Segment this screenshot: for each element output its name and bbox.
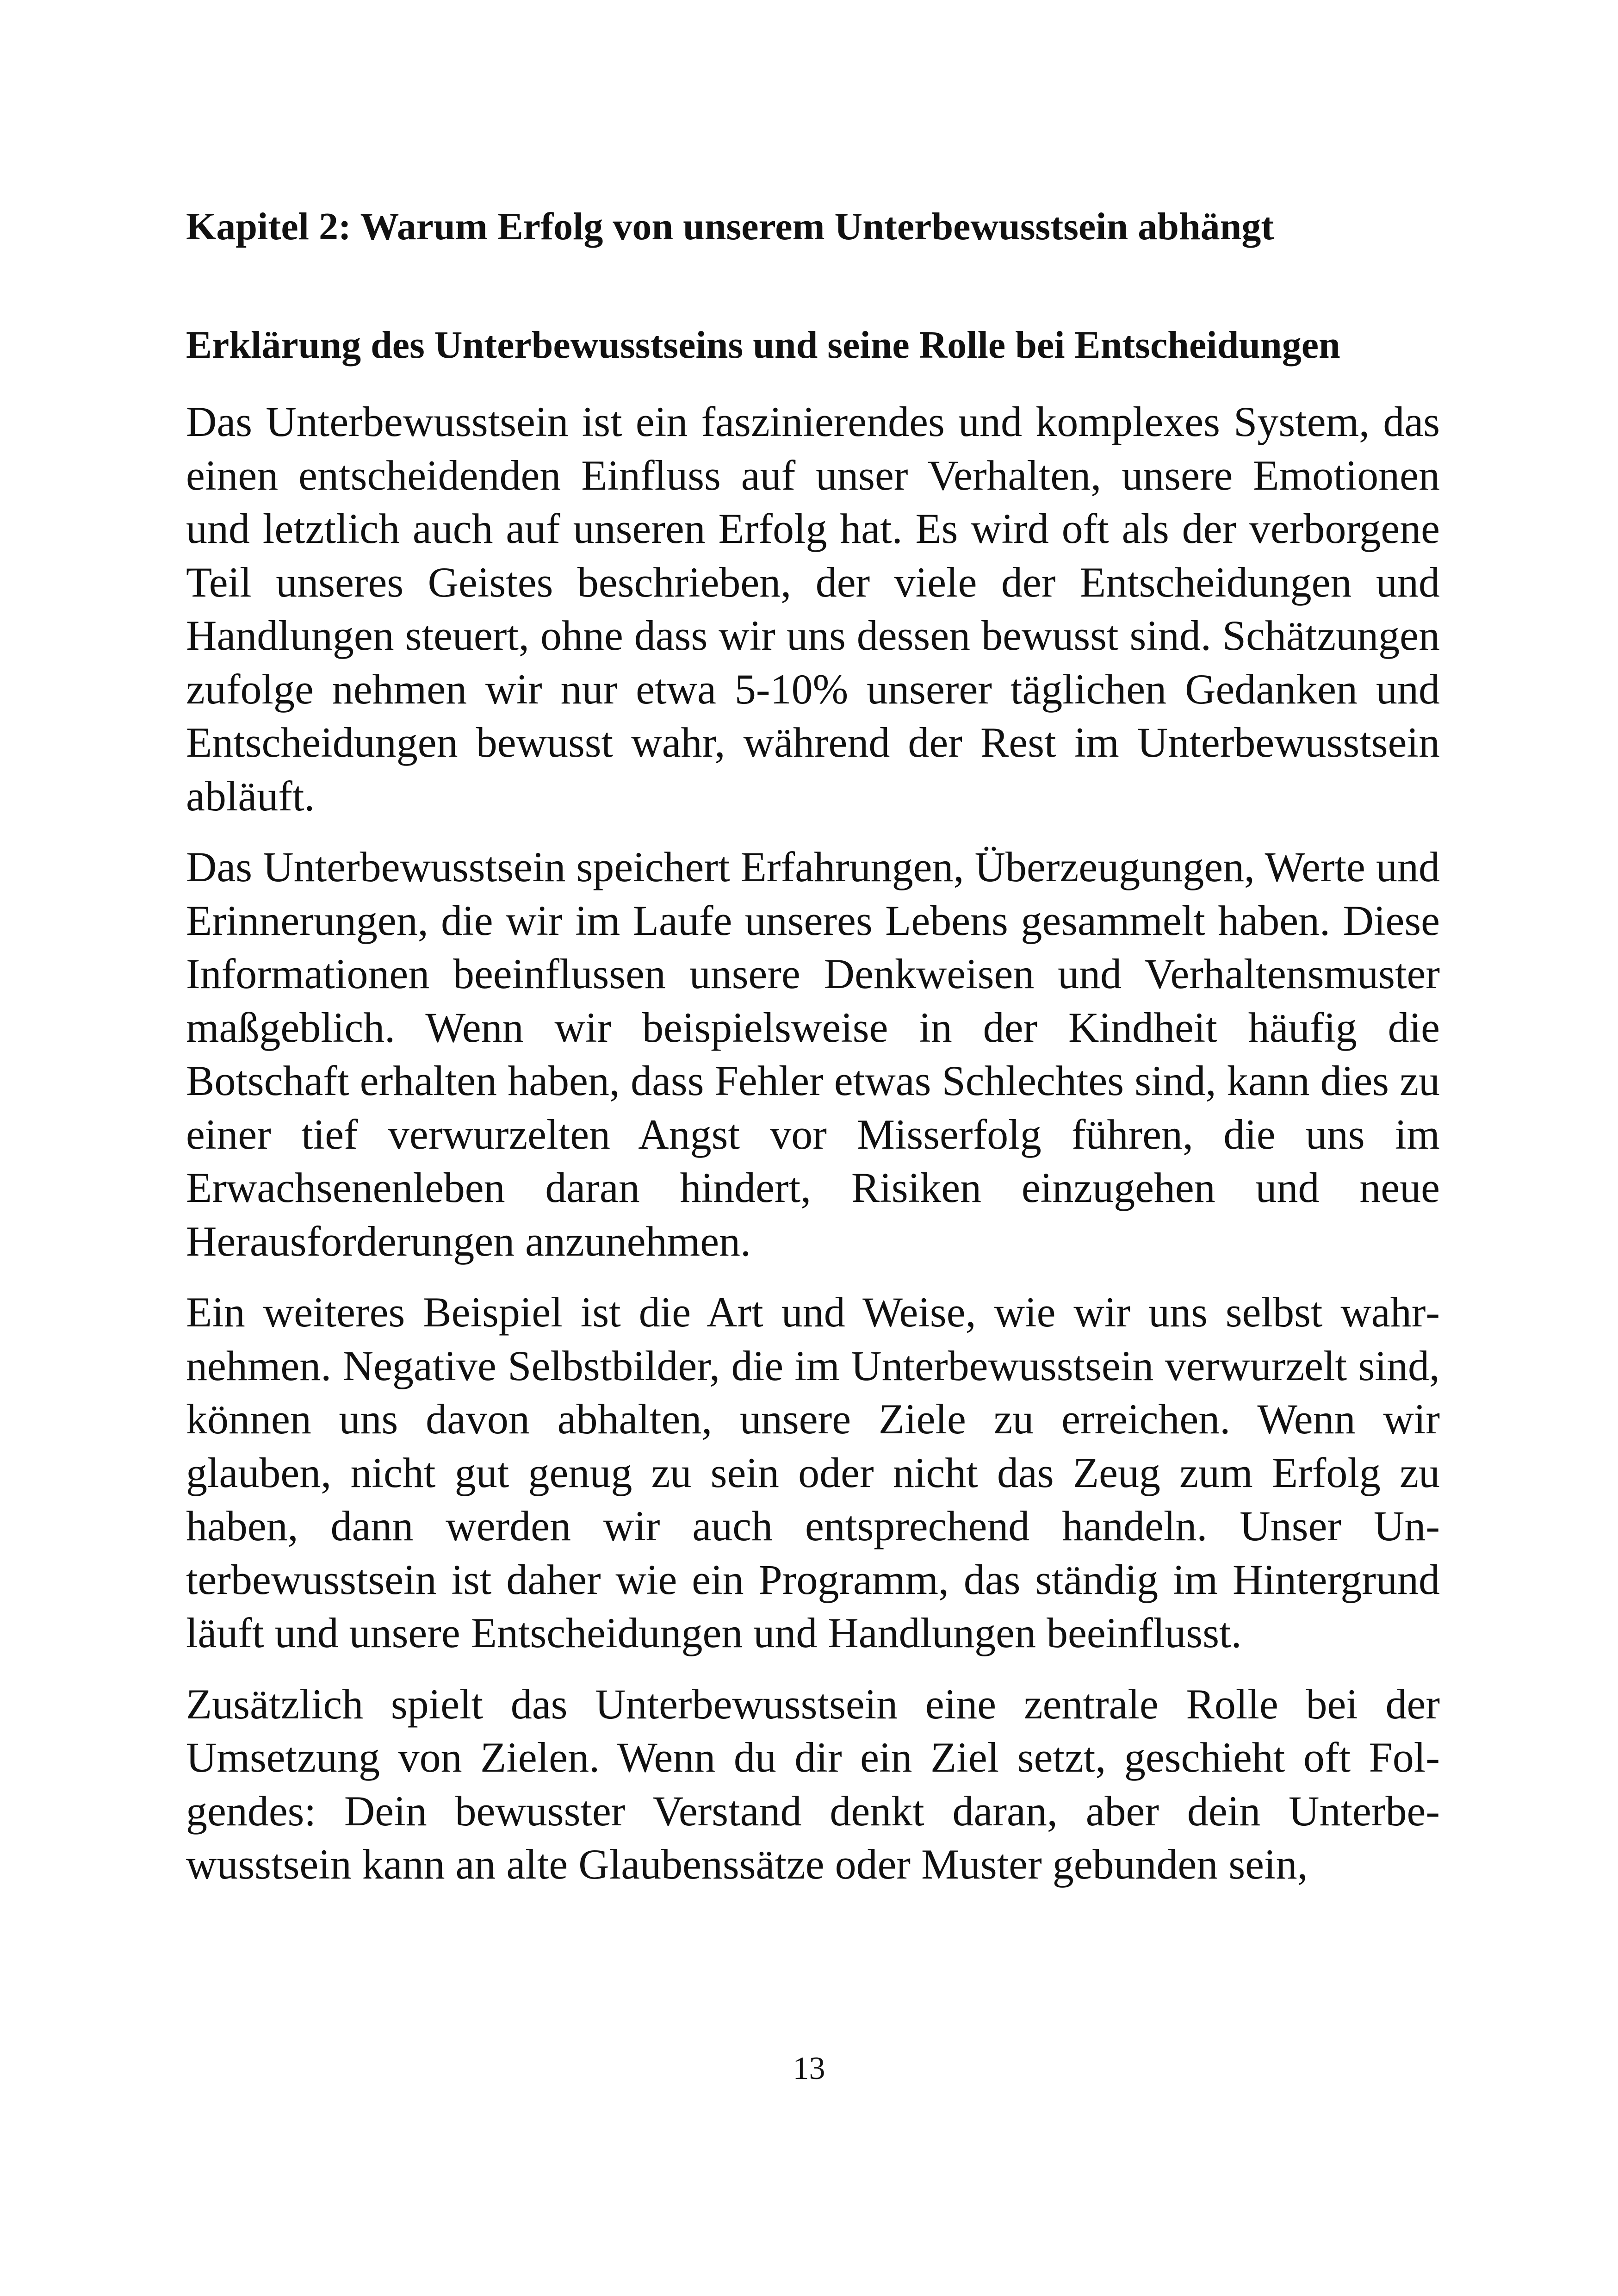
page-content bbox=[186, 199, 1440, 1892]
body-paragraph: Ein weiteres Beispiel ist die Art und Weise, wie wir uns selbst wahrnehmen. Negative Selbstbilder, die im Unterbewusstsein verwurzelt sind, können uns davon abhalten, unsere Ziele zu erreichen. Wenn wir glauben, nicht gut genug zu sein oder nicht das Zeug zum Erfolg zu haben, dann werden wir auch entsprechend handeln. Unser Unterbewusstsein ist daher wie ein Programm, das ständig im Hintergrund läuft und unsere Entscheidungen und Handlungen beeinflusst. bbox=[186, 1288, 1440, 1656]
body-paragraph: Das Unterbewusstsein speichert Erfahrungen, Überzeugungen, Werte und Erinnerungen, die wir im Laufe unseres Lebens gesammelt haben. Diese Informationen beeinflussen unsere Denkweisen und Verhaltensmuster maßgeblich. Wenn wir beispielsweise in der Kindheit häufig die Botschaft erhalten haben, dass Fehler etwas Schlechtes sind, kann dies zu einer tief verwurzelten Angst vor Misserfolg führen, die uns im Erwachsenenleben daran hindert, Risiken einzugehen und neue Herausforderungen anzunehmen. bbox=[186, 843, 1440, 1265]
body-paragraph: Zusätzlich spielt das Unterbewusstsein eine zentrale Rolle bei der Umsetzung von Zielen. Wenn du dir ein Ziel setzt, geschieht oft Folgendes: Dein bewusster Verstand denkt daran, aber dein Unterbewusstsein kann an alte Glaubenssätze oder Muster gebunden sein, bbox=[186, 1680, 1440, 1888]
section-title: Erklärung des Unterbewusstseins und seine Rolle bei Entscheidungen bbox=[186, 324, 1340, 367]
body-paragraph: Das Unterbewusstsein ist ein faszinierendes und komplexes System, das einen entscheidenden Einfluss auf unser Verhalten, unsere Emotionen und letztlich auch auf unseren Erfolg hat. Es wird oft als der verborgene Teil unseres Geistes beschrieben, der viele der Entscheidungen und Handlungen steuert, ohne dass wir uns dessen bewusst sind. Schätzungen zufolge nehmen wir nur etwa 5-10% unserer täglichen Gedanken und Entscheidungen bewusst wahr, während der Rest im Unterbewusstsein abläuft. bbox=[186, 398, 1440, 820]
page-number: 13 bbox=[793, 2051, 825, 2086]
chapter-title: Kapitel 2: Warum Erfolg von unserem Unterbewusstsein abhängt bbox=[186, 205, 1274, 248]
